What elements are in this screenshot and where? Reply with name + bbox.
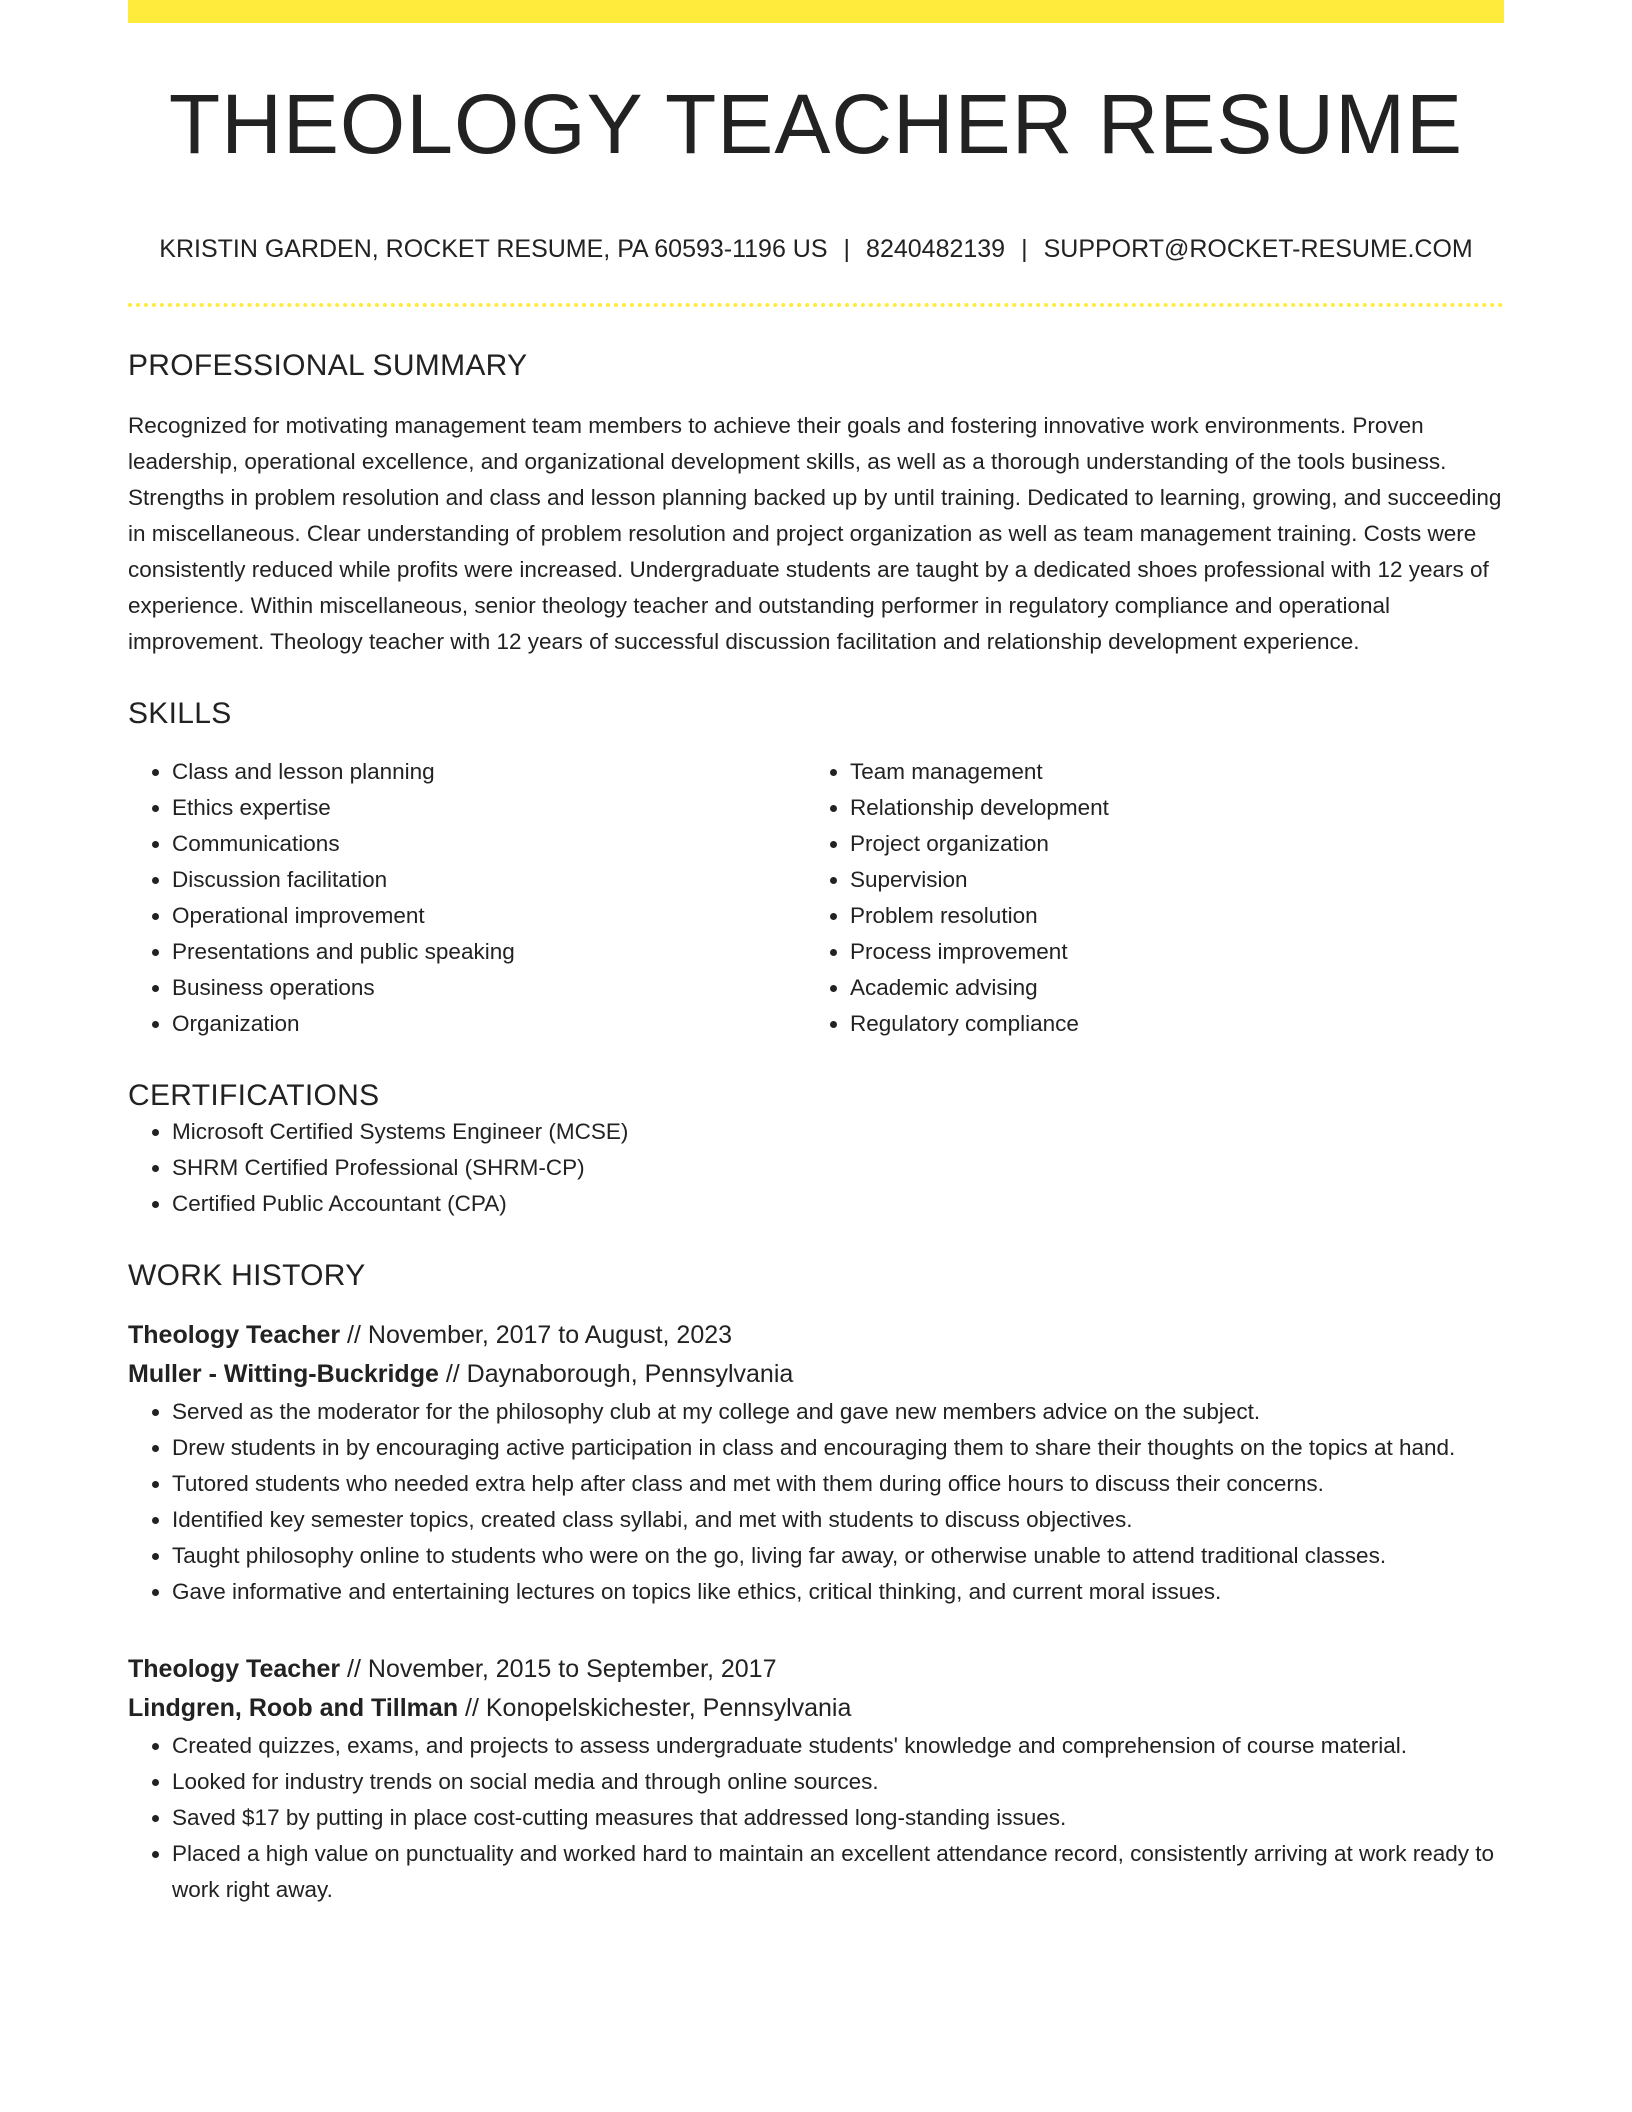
job-location: // Daynaborough, Pennsylvania (445, 1360, 794, 1388)
certification-item: • SHRM Certified Professional (SHRM-CP) (172, 1150, 1504, 1186)
job-location: // Konopelskichester, Pennsylvania (465, 1694, 852, 1722)
accent-bar (128, 0, 1504, 23)
skill-item: • Relationship development (850, 790, 1484, 826)
contact-phone: 8240482139 (866, 235, 1006, 263)
certification-item: • Microsoft Certified Systems Engineer (MCSE) (172, 1114, 1504, 1150)
job-bullet: • Served as the moderator for the philosophy club at my college and gave new members advice on the subject. (172, 1394, 1504, 1430)
job-company: Muller - Witting-Buckridge (128, 1360, 439, 1388)
summary-section (128, 348, 1504, 660)
job-company: Lindgren, Roob and Tillman (128, 1694, 459, 1722)
skill-item: • Problem resolution (850, 898, 1484, 934)
job-dates: // November, 2015 to September, 2017 (347, 1655, 777, 1683)
skill-item: • Project organization (850, 826, 1484, 862)
certifications-heading: CERTIFICATIONS (128, 1079, 380, 1112)
job-company-line (128, 1689, 1504, 1728)
contact-address: KRISTIN GARDEN, ROCKET RESUME, PA 60593-1196 US (159, 235, 828, 263)
summary-heading: PROFESSIONAL SUMMARY (128, 349, 528, 382)
job-company-line (128, 1355, 1504, 1394)
skill-item: • Organization (172, 1006, 806, 1042)
skill-item: • Team management (850, 754, 1484, 790)
contact-separator: | (1021, 235, 1028, 263)
summary-text: Recognized for motivating management team members to achieve their goals and fostering innovative work environments. Proven leadership, operational excellence, and organizational development skills, as well as a thorough understanding of the tools business. Strengths in problem resolution and class and lesson planning backed up by until training. Dedicated to learning, growing, and succeeding in miscellaneous. Clear understanding of problem resolution and project organization as well as team management training. Costs were consistently reduced while profits were increased. Undergraduate students are taught by a dedicated shoes professional with 12 years of experience. Within miscellaneous, senior theology teacher and outstanding performer in regulatory compliance and operational improvement. Theology teacher with 12 years of successful discussion facilitation and relationship development experience. (128, 413, 1502, 654)
job-entry (128, 1316, 1504, 1610)
contact-email: SUPPORT@ROCKET-RESUME.COM (1043, 235, 1473, 263)
resume-title: THEOLOGY TEACHER RESUME (168, 77, 1464, 171)
skill-item: • Presentations and public speaking (172, 934, 806, 970)
skill-item: • Ethics expertise (172, 790, 806, 826)
skills-section (128, 696, 1504, 1042)
contact-separator: | (843, 235, 851, 263)
contact-line (128, 234, 1504, 264)
work-history-heading: WORK HISTORY (128, 1259, 366, 1292)
job-bullet: • Identified key semester topics, created class syllabi, and met with students to discuss objectives. (172, 1502, 1504, 1538)
certification-item: • Certified Public Accountant (CPA) (172, 1186, 1504, 1222)
job-title: Theology Teacher (128, 1655, 341, 1683)
job-bullet: • Saved $17 by putting in place cost-cutting measures that addressed long-standing issues. (172, 1800, 1504, 1836)
job-bullet: • Created quizzes, exams, and projects to assess undergraduate students' knowledge and comprehension of course material. (172, 1728, 1504, 1764)
skills-columns (128, 754, 1504, 1042)
job-bullet: • Looked for industry trends on social media and through online sources. (172, 1764, 1504, 1800)
skill-item: • Supervision (850, 862, 1484, 898)
job-dates: // November, 2017 to August, 2023 (347, 1321, 733, 1349)
job-bullets (128, 1728, 1504, 1908)
job-bullet: • Tutored students who needed extra help after class and met with them during office hours to discuss their concerns. (172, 1466, 1504, 1502)
job-entry (128, 1650, 1504, 1908)
skill-item: • Class and lesson planning (172, 754, 806, 790)
skills-heading: SKILLS (128, 697, 232, 730)
resume-page (128, 0, 1504, 1908)
job-title-line (128, 1650, 1504, 1689)
job-title-line (128, 1316, 1504, 1355)
skills-column-right (806, 754, 1484, 1042)
skill-item: • Discussion facilitation (172, 862, 806, 898)
job-bullet: • Gave informative and entertaining lectures on topics like ethics, critical thinking, and current moral issues. (172, 1574, 1504, 1610)
skill-item: • Academic advising (850, 970, 1484, 1006)
job-bullet: • Drew students in by encouraging active participation in class and encouraging them to share their thoughts on the topics at hand. (172, 1430, 1504, 1466)
dotted-divider (128, 303, 1504, 307)
certifications-list (128, 1114, 1504, 1222)
skill-item: • Regulatory compliance (850, 1006, 1484, 1042)
job-bullet: • Placed a high value on punctuality and worked hard to maintain an excellent attendance record, consistently arriving at work ready to work right away. (172, 1836, 1504, 1908)
skill-item: • Communications (172, 826, 806, 862)
skill-item: • Operational improvement (172, 898, 806, 934)
job-bullets (128, 1394, 1504, 1610)
skill-item: • Process improvement (850, 934, 1484, 970)
skill-item: • Business operations (172, 970, 806, 1006)
certifications-section (128, 1078, 1504, 1222)
work-history-section (128, 1258, 1504, 1908)
skills-column-left (128, 754, 806, 1042)
job-title: Theology Teacher (128, 1321, 341, 1349)
job-bullet: • Taught philosophy online to students who were on the go, living far away, or otherwise unable to attend traditional classes. (172, 1538, 1504, 1574)
